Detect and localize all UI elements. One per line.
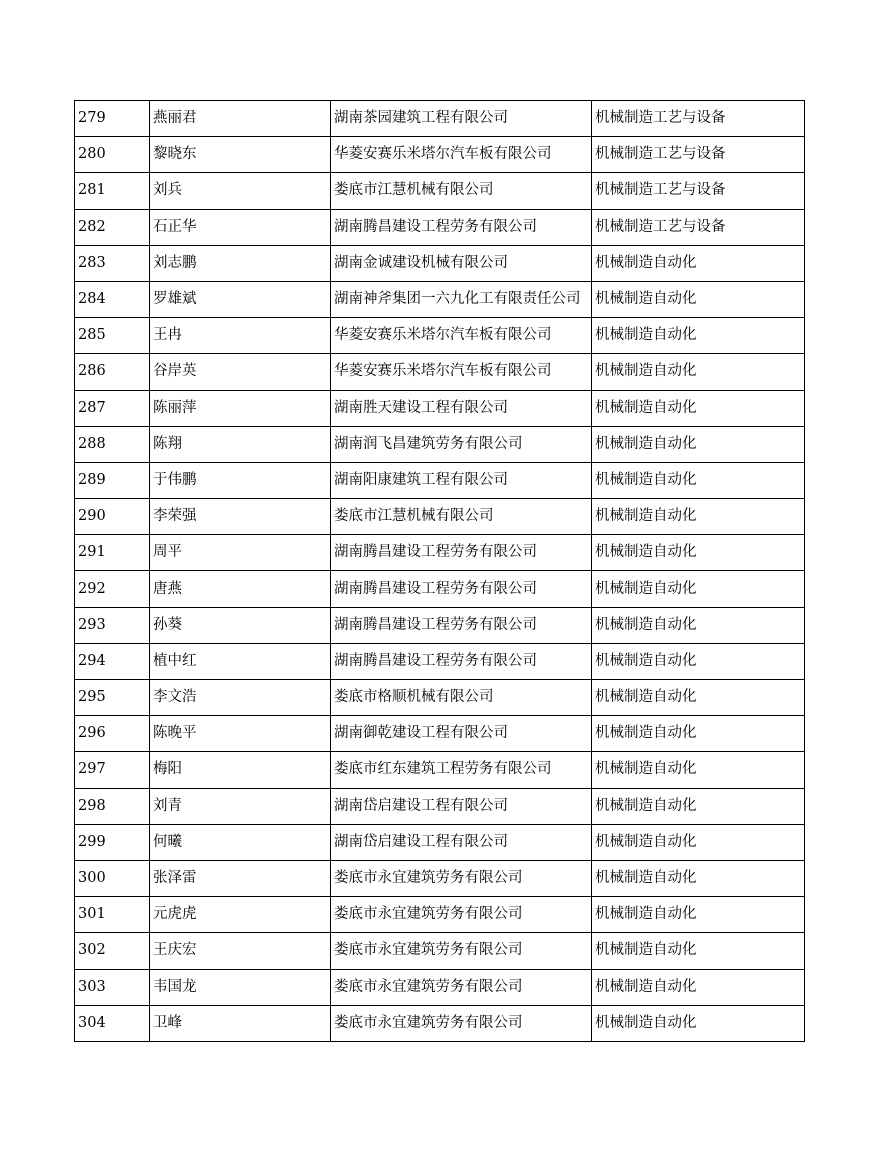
- cell-company: 娄底市江慧机械有限公司: [331, 173, 592, 209]
- cell-company: 华菱安赛乐米塔尔汽车板有限公司: [331, 318, 592, 354]
- table-row: [75, 499, 805, 535]
- table-row: [75, 209, 805, 245]
- cell-company: 湖南腾昌建设工程劳务有限公司: [331, 607, 592, 643]
- cell-company: 湖南岱启建设工程有限公司: [331, 824, 592, 860]
- cell-name: 唐燕: [150, 571, 331, 607]
- cell-company: 娄底市江慧机械有限公司: [331, 499, 592, 535]
- cell-no: 281: [75, 173, 150, 209]
- cell-major: 机械制造自动化: [592, 969, 805, 1005]
- cell-major: 机械制造自动化: [592, 933, 805, 969]
- table-row: [75, 390, 805, 426]
- cell-no: 283: [75, 245, 150, 281]
- table-row: [75, 426, 805, 462]
- cell-major: 机械制造自动化: [592, 462, 805, 498]
- table-row: [75, 860, 805, 896]
- cell-no: 288: [75, 426, 150, 462]
- cell-company: 湖南腾昌建设工程劳务有限公司: [331, 571, 592, 607]
- cell-major: 机械制造自动化: [592, 390, 805, 426]
- cell-no: 296: [75, 716, 150, 752]
- cell-major: 机械制造工艺与设备: [592, 209, 805, 245]
- cell-name: 周平: [150, 535, 331, 571]
- cell-major: 机械制造工艺与设备: [592, 173, 805, 209]
- table-row: [75, 281, 805, 317]
- cell-no: 301: [75, 897, 150, 933]
- cell-name: 陈翔: [150, 426, 331, 462]
- cell-name: 王冉: [150, 318, 331, 354]
- cell-major: 机械制造自动化: [592, 1005, 805, 1041]
- table-row: [75, 897, 805, 933]
- cell-name: 黎晓东: [150, 137, 331, 173]
- cell-company: 湖南腾昌建设工程劳务有限公司: [331, 535, 592, 571]
- table-row: [75, 788, 805, 824]
- cell-company: 娄底市红东建筑工程劳务有限公司: [331, 752, 592, 788]
- cell-name: 王庆宏: [150, 933, 331, 969]
- table-row: [75, 535, 805, 571]
- table-row: [75, 571, 805, 607]
- table-row: [75, 137, 805, 173]
- cell-no: 304: [75, 1005, 150, 1041]
- cell-major: 机械制造自动化: [592, 535, 805, 571]
- cell-company: 湖南胜天建设工程有限公司: [331, 390, 592, 426]
- cell-major: 机械制造自动化: [592, 643, 805, 679]
- cell-no: 303: [75, 969, 150, 1005]
- cell-no: 290: [75, 499, 150, 535]
- table-row: [75, 354, 805, 390]
- cell-major: 机械制造自动化: [592, 860, 805, 896]
- cell-major: 机械制造自动化: [592, 788, 805, 824]
- cell-company: 湖南神斧集团一六九化工有限责任公司: [331, 281, 592, 317]
- cell-company: 娄底市格顺机械有限公司: [331, 680, 592, 716]
- cell-name: 何曦: [150, 824, 331, 860]
- cell-major: 机械制造自动化: [592, 499, 805, 535]
- table-row: [75, 101, 805, 137]
- table-row: [75, 969, 805, 1005]
- cell-no: 291: [75, 535, 150, 571]
- cell-major: 机械制造自动化: [592, 354, 805, 390]
- table-row: [75, 1005, 805, 1041]
- cell-company: 娄底市永宜建筑劳务有限公司: [331, 933, 592, 969]
- table-row: [75, 824, 805, 860]
- cell-major: 机械制造自动化: [592, 824, 805, 860]
- cell-name: 刘志鹏: [150, 245, 331, 281]
- roster-table: [74, 100, 805, 1042]
- cell-no: 285: [75, 318, 150, 354]
- cell-no: 302: [75, 933, 150, 969]
- table-row: [75, 245, 805, 281]
- cell-major: 机械制造自动化: [592, 571, 805, 607]
- cell-name: 刘兵: [150, 173, 331, 209]
- table-row: [75, 643, 805, 679]
- cell-no: 287: [75, 390, 150, 426]
- cell-name: 韦国龙: [150, 969, 331, 1005]
- cell-no: 289: [75, 462, 150, 498]
- cell-name: 于伟鹏: [150, 462, 331, 498]
- cell-major: 机械制造自动化: [592, 245, 805, 281]
- cell-no: 299: [75, 824, 150, 860]
- cell-no: 293: [75, 607, 150, 643]
- cell-name: 陈丽萍: [150, 390, 331, 426]
- cell-name: 李文浩: [150, 680, 331, 716]
- cell-name: 李荣强: [150, 499, 331, 535]
- cell-major: 机械制造自动化: [592, 897, 805, 933]
- cell-name: 燕丽君: [150, 101, 331, 137]
- table-row: [75, 607, 805, 643]
- cell-company: 娄底市永宜建筑劳务有限公司: [331, 860, 592, 896]
- table-row: [75, 462, 805, 498]
- cell-name: 陈晚平: [150, 716, 331, 752]
- cell-name: 张泽雷: [150, 860, 331, 896]
- cell-name: 罗雄斌: [150, 281, 331, 317]
- cell-no: 300: [75, 860, 150, 896]
- cell-name: 孙葵: [150, 607, 331, 643]
- cell-company: 娄底市永宜建筑劳务有限公司: [331, 969, 592, 1005]
- cell-major: 机械制造自动化: [592, 752, 805, 788]
- cell-no: 294: [75, 643, 150, 679]
- cell-name: 谷岸英: [150, 354, 331, 390]
- cell-no: 298: [75, 788, 150, 824]
- cell-company: 华菱安赛乐米塔尔汽车板有限公司: [331, 354, 592, 390]
- cell-major: 机械制造自动化: [592, 281, 805, 317]
- cell-company: 湖南阳康建筑工程有限公司: [331, 462, 592, 498]
- cell-name: 梅阳: [150, 752, 331, 788]
- cell-major: 机械制造自动化: [592, 716, 805, 752]
- cell-no: 282: [75, 209, 150, 245]
- table-row: [75, 752, 805, 788]
- cell-major: 机械制造自动化: [592, 680, 805, 716]
- table-row: [75, 318, 805, 354]
- cell-major: 机械制造工艺与设备: [592, 101, 805, 137]
- cell-company: 湖南金诚建设机械有限公司: [331, 245, 592, 281]
- table-row: [75, 716, 805, 752]
- table-row: [75, 173, 805, 209]
- cell-no: 279: [75, 101, 150, 137]
- roster-table-body: [75, 101, 805, 1042]
- table-row: [75, 933, 805, 969]
- table-row: [75, 680, 805, 716]
- cell-no: 284: [75, 281, 150, 317]
- cell-name: 刘青: [150, 788, 331, 824]
- cell-no: 286: [75, 354, 150, 390]
- cell-name: 石正华: [150, 209, 331, 245]
- cell-company: 湖南腾昌建设工程劳务有限公司: [331, 209, 592, 245]
- cell-major: 机械制造自动化: [592, 318, 805, 354]
- cell-company: 娄底市永宜建筑劳务有限公司: [331, 1005, 592, 1041]
- cell-name: 植中红: [150, 643, 331, 679]
- cell-no: 280: [75, 137, 150, 173]
- cell-company: 娄底市永宜建筑劳务有限公司: [331, 897, 592, 933]
- cell-no: 292: [75, 571, 150, 607]
- cell-company: 湖南腾昌建设工程劳务有限公司: [331, 643, 592, 679]
- cell-company: 华菱安赛乐米塔尔汽车板有限公司: [331, 137, 592, 173]
- cell-name: 元虎虎: [150, 897, 331, 933]
- cell-name: 卫峰: [150, 1005, 331, 1041]
- cell-major: 机械制造自动化: [592, 426, 805, 462]
- cell-company: 湖南润飞昌建筑劳务有限公司: [331, 426, 592, 462]
- cell-company: 湖南岱启建设工程有限公司: [331, 788, 592, 824]
- cell-company: 湖南御乾建设工程有限公司: [331, 716, 592, 752]
- cell-no: 297: [75, 752, 150, 788]
- cell-major: 机械制造自动化: [592, 607, 805, 643]
- cell-no: 295: [75, 680, 150, 716]
- cell-major: 机械制造工艺与设备: [592, 137, 805, 173]
- cell-company: 湖南茶园建筑工程有限公司: [331, 101, 592, 137]
